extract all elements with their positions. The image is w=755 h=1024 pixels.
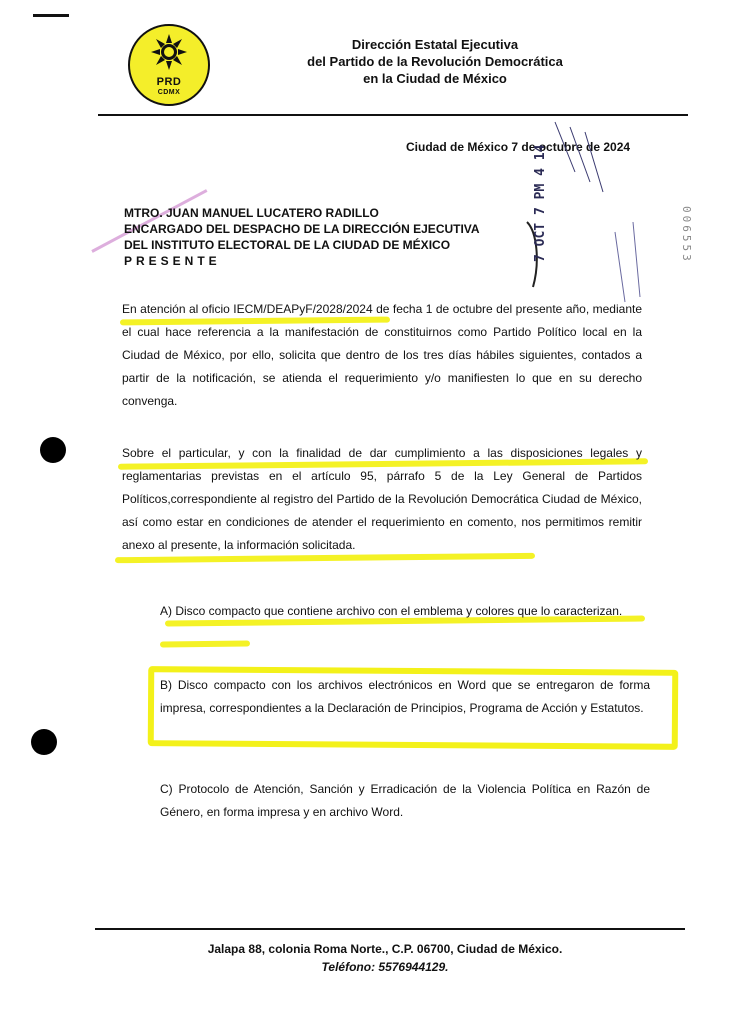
footer-address: Jalapa 88, colonia Roma Norte., C.P. 06700, Ciudad de México. [207, 942, 563, 956]
reception-stamp [515, 112, 665, 312]
stamp-received-text: 7 OCT 7 PM 4 14 [533, 144, 548, 262]
list-item-c: C) Protocolo de Atención, Sanción y Erradicación de la Violencia Política en Razón de Género, en forma impresa y en archivo Word. [160, 782, 650, 819]
addressee-presente: PRESENTE [124, 254, 221, 268]
body-paragraph-1: En atención al oficio IECM/DEAPyF/2028/2024 de fecha 1 de octubre del presente año, mediante el cual hace referencia a la manifestación de constituirnos como Partido Político local en la Ciudad de México, por ello, solicita que dentro de los tres días hábiles siguientes, contados a partir de la notificación, se atienda el requerimiento y/o manifiesten lo que en su derecho convenga. [122, 302, 642, 408]
margin-mark [33, 14, 69, 17]
footer [150, 940, 620, 976]
punch-hole [40, 437, 66, 463]
list-item-b: B) Disco compacto con los archivos electrónicos en Word que se entregaron de forma impresa, correspondientes a la Declaración de Principios, Programa de Acción y Estatutos. [160, 678, 650, 715]
folio-number: 006553 [680, 206, 693, 264]
letterhead-line: del Partido de la Revolución Democrática [307, 54, 563, 69]
letterhead-line: en la Ciudad de México [363, 71, 507, 86]
letterhead-line: Dirección Estatal Ejecutiva [351, 37, 519, 52]
addressee-name: MTRO. JUAN MANUEL LUCATERO RADILLO [124, 206, 379, 220]
addressee-block [124, 205, 480, 269]
addressee-institution: DEL INSTITUTO ELECTORAL DE LA CIUDAD DE MÉXICO [124, 238, 451, 252]
prd-logo [128, 24, 210, 106]
footer-divider [95, 928, 685, 930]
addressee-position: ENCARGADO DEL DESPACHO DE LA DIRECCIÓN EJECUTIVA [124, 222, 480, 236]
logo-text: PRD [156, 76, 182, 88]
highlight-mark [160, 641, 250, 648]
punch-hole [31, 729, 57, 755]
list-item-a: A) Disco compacto que contiene archivo con el emblema y colores que lo caracterizan. [160, 604, 623, 618]
date-line: Ciudad de México 7 de octubre de 2024 [406, 140, 631, 154]
body-paragraph-2: Sobre el particular, y con la finalidad de dar cumplimiento a las disposiciones legales y reglamentarias previstas en el artículo 95, párrafo 5 de la Ley General de Partidos Políticos,correspondiente al registro del Partido de la Revolución Democrática Ciudad de México, así como estar en condiciones de atender el requerimiento en comento, nos permitimos remitir anexo al presente, la información solicitada. [122, 446, 642, 552]
footer-phone: Teléfono: 5576944129. [321, 960, 449, 974]
logo-subtext: CDMX [157, 89, 181, 96]
letterhead-title [225, 36, 645, 87]
